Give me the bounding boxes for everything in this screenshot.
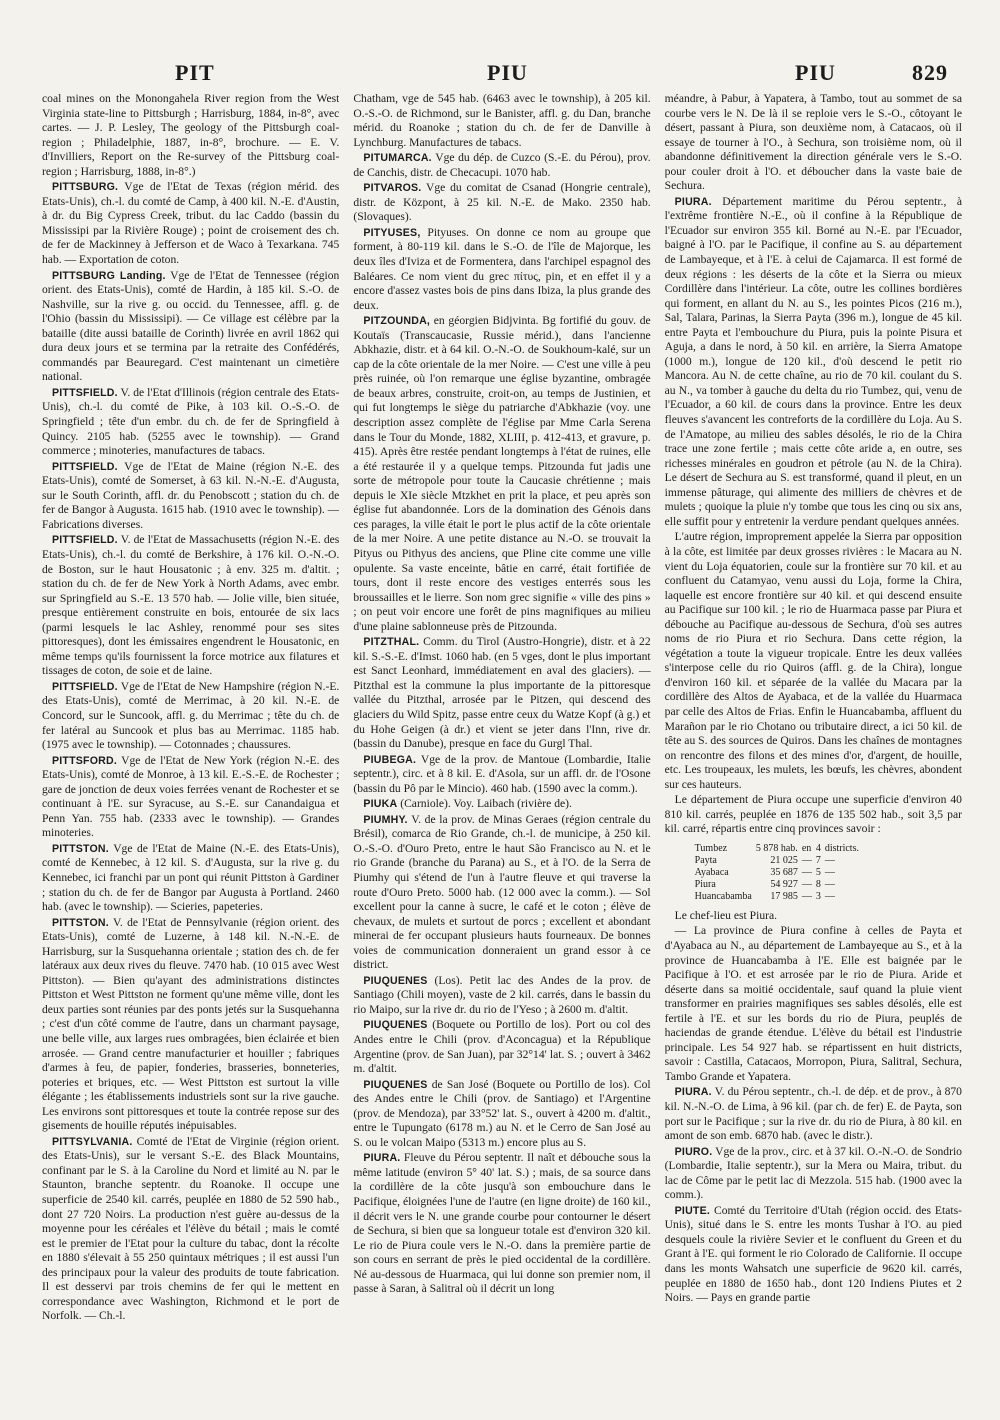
table-cell-name: Huancabamba [694, 890, 752, 902]
text-columns [42, 92, 962, 1412]
entry-text: Comm. du Tirol (Austro-Hongrie), distr. et à 22 kil. S.-S.-E. d'Imst. 1060 hab. (en 5 vges, dont le plus important est Sanct Leonhard, immédiatement en aval des glaciers). — Pitzthal est la commune la plus importante de la pittoresque vallée du Pitzthal, arrosée par le Pitzen, qui descend des glaciers du Wild Spitz, passe entre ceux du Watze Kopf (à g.) et du Hohe Geigen (à dr.) et vient se jeter dans l'Inn, rive dr. (bassin du Danube), presque en face du Gurgl Thal. [353, 635, 651, 751]
dictionary-entry [665, 92, 962, 194]
entry-headword: PITTSFORD. [52, 754, 117, 767]
entry-text: V. de la prov. de Minas Geraes (région centrale du Brésil), comarca de Rio Grande, ch.-l. de municipe, à 250 kil. O.-S.-O. d'Ouro Preto, entre le haut São Francisco au N. et le rio Grande (branche du Parana) au S., et à l'O. de la Serra de Piumhy qui s'étend de l'un à l'autre fleuve et qui traverse la route d'Ouro Preto. 5000 hab. (12 000 avec la comm.). — Sol excellent pour la canne à sucre, le café et le coton ; élève de chevaux, de mulets et surtout de porcs ; excellent et abondant minerai de fer occupant plusieurs hauts fourneaux. De bonnes voies de communication donneraient un grand essor à ce district. [353, 812, 651, 972]
table-cell-name: Tumbez [694, 842, 728, 854]
page-number: 829 [912, 60, 948, 85]
entry-headword: PIUMHY. [363, 813, 408, 826]
table-cell-hab: 21 025 [770, 854, 798, 866]
entry-headword: PITTSFIELD. [52, 680, 118, 693]
table-cell-unit: — [824, 878, 835, 890]
entry-text: Vge de la prov., circ. et à 37 kil. O.-N.-O. de Sondrio (Lombardie, Italie septentr.), sur la Mera ou Maira, tribut. du lac de Côme par le petit lac di Mezzola. 515 hab. (1900 avec la comm.). [664, 1144, 962, 1202]
entry-text: V. de l'Etat de Pennsylvanie (région orient. des Etats-Unis), comté de Luzerne, à 148 kil. N.-N.-E. de Harrisburg, sur la Susquehanna orientale ; station des ch. de fer latéraux aux deux rives du fleuve. 7470 hab. (10 015 avec West Pittston). — Bien qu'ayant des administrations distinctes Pittston et West Pittston ne forment qu'une même ville, dont les deux parties sont réunies par des ponts jetés sur la Susquehanna ; c'est d'un côté comme de l'autre, dans un charmant paysage, une belle ville, aux larges rues ombragées, bien éclairée et bien arrosée. — Grand centre manufacturier et houiller ; fabriques d'armes à feu, de papier, fonderies, brasseries, bonneteries, poteries et briques, etc. — West Pittston est surtout la ville élégante ; les établissements industriels sont sur la rive gauche. Les environs sont pittoresques et toute la contrée repose sur des gisements de houille réputés inépuisables. [42, 915, 340, 1133]
entry-text: Vge du comitat de Csanad (Hongrie centrale), distr. de Központ, à 25 kil. N.-E. de Mako. 2350 hab. (Slovaques). [353, 181, 651, 224]
entry-text: Vge de l'Etat de New Hampshire (région N.-E. des Etats-Unis), comté de Merrimac, à 20 kil. N.-E. de Concord, sur le Suncook, affl. g. du Merrimac ; tête du ch. de fer latéral au Suncook et plus bas au Merrimac. 1185 hab. (1975 avec le township). — Cotonnades ; chaussures. [42, 679, 340, 752]
entry-headword: PITTSBURG Landing. [52, 269, 166, 282]
dictionary-entry [353, 1151, 650, 1296]
table-cell-hab: 35 687 [770, 866, 798, 878]
running-head-right: PIU [795, 60, 836, 85]
province-table [695, 843, 863, 903]
entry-text: Vge de la prov. de Mantoue (Lombardie, Italie septentr.), circ. et à 8 kil. E. d'Asola, sur un affl. dr. de l'Osone (bassin du Pô par le Mincio). 460 hab. (1590 avec la comm.). [353, 752, 651, 795]
entry-headword: PIUQUENES [363, 1078, 428, 1091]
entry-text: Pityuses. On donne ce nom au groupe que forment, à 80-119 kil. dans le S.-O. de l'île de Majorque, les deux îles d'Iviza et de Formentera, dans l'archipel espagnol des Baléares. Ce nom vient du grec πίτυς, pin, et en effet il y a encore d'assez vastes bois de pins dans Ibiza, la plus grande des deux. [353, 225, 651, 312]
entry-text: V. de l'Etat de Massachusetts (région N.-E. des Etats-Unis), ch.-l. du comté de Berkshire, à 176 kil. O.-N.-O. de Boston, sur le haut Housatonic ; à env. 325 m. d'altit. ; station du ch. de fer de New York à North Adams, avec embr. sur Springfield au S.-E. 13 570 hab. — Jolie ville, bien située, presque entièrement construite en bois, entourée de six lacs (parmi lesquels le lac Ashley, renommé pour ses sites pittoresques), dont les émissaires engendrent le Housatonic, en même temps qu'ils fournissent la force motrice aux filatures et tissages de coton, de soie et de laine. [42, 533, 340, 678]
table-cell-en: — [801, 878, 812, 890]
entry-headword: PIUTE. [674, 1204, 710, 1217]
entry-text: Comté de l'Etat de Virginie (région orient. des Etats-Unis), sur le versant S.-E. des Black Mountains, confinant par le S. à la Caroline du Nord et limité au N. par le Staunton, branche septentr. du Roanoke. Il occupe une superficie de 2540 kil. carrés, peuplée en 1880 de 52 590 hab., dont 27 720 Noirs. La production n'est guère au-dessus de la moyenne pour les céréales et l'élève du bétail ; mais le comté est le premier de l'Etat pour la culture du tabac, dont la récolte en 1880 s'élevait à 55 250 quintaux métriques ; il est aussi l'un des principaux pour la valeur des produits de toute fabrication. Il est desservi par trois chemins de fer qui le mettent en correspondance avec Washington, Richmond et le port de Norfolk. — Ch.-l. [42, 1134, 340, 1323]
entry-text: Département maritime du Pérou septentr., à l'extrême frontière N.-E., où il confine à la République de l'Ecuador sur environ 355 kil. Borné au N.-E. par l'Ecuador, baigné à l'O. par le Pacifique, il confine au S. au département de Lambayeque, et à l'E. à celui de Cajamarca. Il est formé de deux régions : les déserts de la côte et la Sierra ou mieux Cordillère dans l'intérieur. La côte, outre les collines bordières qui forment, en allant du N. au S., les pointes Picos (216 m.), Sal, Talara, Parinas, la Sierra Payta (396 m.), longue de 45 kil. entre Payta et l'embouchure du Piura, puis la pointe Pisura et Aguja, a dans le nord, à 50 kil. en arrière, la Sierra Amatope (1000 m.), longue de 120 kil., d'où descend le petit rio Mancora. Au N. de cette chaîne, au rio de 70 kil. coulant du S. au N., va tomber à gauche du delta du rio Tumbez, qui, venu de l'Ecuador, a 60 kil. de cours dans la province. Entre les deux fleuves s'avancent les contreforts de la cordillère du Loja. Au S. de l'Amatope, au milieu des sables désolés, le rio de la Chira trace une zone fertile ; mais cette côte aride a, en outre, ses richesses minérales en goudron et pétrole (au N. de la Chira). Le désert de Sechura au S. est transformé, quand il pleut, en un immense pâturage, qui alimente des milliers de chèvres et de mulets ; quoique la pluie n'y tombe que tous les cinq ou six ans, elle suffit pour y entretenir la verdure pendant quelques années. [664, 194, 962, 528]
entry-headword: PIUQUENES [363, 974, 428, 987]
table-cell-name: Piura [694, 878, 716, 890]
table-cell-n: 3 [815, 890, 821, 902]
entry-text: — La province de Piura confine à celles de Payta et d'Ayabaca au N., au département de Lambayeque au S., et à la province de Huancabamba à l'E. Elle est baignée par le Pacifique à l'O. et est arrosée par le rio de Piura. Aride et déserte dans sa moitié occidentale, sauf quand la pluie vient transformer en prairies magnifiques ses sables désolés, elle est fertile à l'E. et sur les bords du rio de Piura, peuplés de haciendas de grande étendue. L'élève du bétail est l'industrie principale. Les 54 927 hab. se répartissent en huit districts, savoir : Castilla, Catacaos, Morropon, Piura, Salitral, Sechura, Tambo Grande et Yapatera. [664, 924, 962, 1083]
entry-text: Vge de l'Etat de New York (région N.-E. des Etats-Unis), comté de Monroe, à 13 kil. E.-S.-E. de Rochester ; gare de jonction de deux voies ferrées venant de Rochester et se continuant à l'E. sur Syracuse, au S.-E. sur Canandaigua et Penn Yan. 755 hab. (2333 avec le township). — Grandes minoteries. [42, 753, 340, 840]
dictionary-entry [42, 533, 339, 678]
entry-text: L'autre région, improprement appelée la Sierra par opposition à la côte, est limitée par deux grosses rivières : le Macara au N. vient du Loja équatorien, coule sur la frontière sur 70 kil. et au confluent du Catamyao, venu aussi du Loja, forme la Chira, laquelle est encore frontière sur 40 kil. et qui descend ensuite au Pacifique sur 100 kil. ; le rio de Huarmaca passe par Piura et débouche au Pacifique au-dessous de Sechura, d'où ses autres noms de rio Piura et rio Sechura. Dans cette région, la végétation a toute la vigueur tropicale. Entre les deux vallées s'interpose celle du rio Quiros (affl. g. de la Chira), longue d'environ 160 kil. et séparée de la vallée du Macara par la cordillère des Altos de Ayabaca, et de la vallée du Huarmaca par celle des Altos de Frias. Enfin le Huancabamba, affluent du Marañon par le rio Chotano ou tributaire direct, a ici 50 kil. de tête au S. des sources de Quiros. Dans les chaînes de montagnes on rencontre des filons et des mines d'or, d'argent, de houille, etc. Les troupeaux, les mulets, les bœufs, les chèvres, abondent sur ces hauteurs. [664, 530, 962, 791]
entry-text: Vge de l'Etat de Tennessee (région orient. des Etats-Unis), comté de Hardin, à 185 kil. S.-O. de Nashville, sur la rive g. ou occid. du Tennessee, affl. g. de l'Ohio (bassin du Mississipi). — Ce village est célèbre par la bataille (dite aussi bataille de Corinth) livrée en avril 1862 qui dura deux jours et se termina par la retraite des Confédérés, commandés par Beauregard. C'est maintenant un cimetière national. [42, 268, 340, 384]
dictionary-entry [42, 269, 339, 385]
dictionary-entry [42, 180, 339, 267]
dictionary-entry [665, 1145, 962, 1203]
entry-text: Vge de l'Etat de Maine (région N.-E. des Etats-Unis), comté de Somerset, à 63 kil. N.-N.-E. d'Augusta, sur le South Corinth, affl. dr. du Penobscott ; station du ch. de fer de Bangor à Augusta. 1615 hab. (1910 avec le township). — Fabrications diverses. [42, 459, 340, 531]
entry-headword: PITYUSES, [363, 226, 421, 239]
table-cell-n: 7 [815, 854, 821, 866]
dictionary-entry [42, 460, 339, 533]
column-middle [353, 92, 650, 1412]
entry-text: Vge du dép. de Cuzco (S.-E. du Pérou), prov. de Canchis, distr. de Checacupi. 1070 hab. [353, 151, 651, 179]
entry-headword: PIUKA [363, 798, 398, 811]
dictionary-entry [42, 386, 339, 459]
entry-text: de San José (Boquete ou Portillo de los). Col des Andes entre le Chili (prov. de Santiago) et l'Argentine (prov. de Mendoza), par 33°52' lat. S., ouvert à 4200 m. d'altit., entre le Tupungato (6178 m.) au N. et le Cerro de San José au S. ou le volcan Maipo (5313 m.) encore plus au S. [353, 1077, 651, 1149]
dictionary-entry [42, 842, 339, 915]
running-head-middle: PIU [487, 60, 528, 85]
table-cell-n: 5 [815, 866, 821, 878]
table-cell-unit: — [824, 890, 835, 902]
entry-headword: PITTSFIELD. [52, 534, 118, 547]
table-row [695, 891, 863, 903]
table-cell-en: — [801, 866, 812, 878]
entry-headword: PIURA. [674, 1086, 712, 1099]
entry-text: V. du Pérou septentr., ch.-l. de dép. et de prov., à 870 kil. N.-N.-O. de Lima, à 96 kil. (par ch. de fer) E. de Payta, son port sur le Pacifique ; sur la rive dr. du rio de Piura, à 80 kil. en amont de son emb. 6870 hab. (avec le distr.). [664, 1085, 962, 1143]
table-cell-hab: 17 985 [770, 890, 798, 902]
entry-text: Vge de l'Etat de Texas (région mérid. des Etats-Unis), ch.-l. du comté de Camp, à 400 kil. N.-E. d'Austin, à dr. du Big Cypress Creek, tribut. du lac Caddo (bassin du Mississipi par la Rivière Rouge) ; point de croisement des ch. de fer de Mackinney à Jefferson et de Waco à Texarkana. 745 hab. — Exportation de coton. [42, 180, 340, 267]
entry-headword: PITTSYLVANIA. [52, 1135, 133, 1148]
dictionary-entry [353, 813, 650, 973]
dictionary-entry [665, 195, 962, 530]
entry-headword: PITZTHAL. [363, 636, 420, 649]
table-cell-name: Payta [694, 854, 717, 866]
entry-headword: PITVAROS. [363, 182, 422, 195]
table-row [695, 879, 863, 891]
entry-headword: PIURA. [674, 195, 712, 208]
entry-headword: PIUBEGA. [363, 753, 417, 766]
entry-text: (Boquete ou Portillo de los). Port ou col des Andes entre le Chili (prov. d'Aconcagua) et la République Argentine (prov. de San Juan), par 32°14' lat. S. ; ouvert à 3462 m. d'altit. [353, 1018, 651, 1076]
entry-headword: PITTSFIELD. [52, 386, 118, 399]
table-cell-n: 4 [815, 842, 821, 854]
entry-text: Chatham, vge de 545 hab. (6463 avec le township), à 205 kil. O.-S.-O. de Richmond, sur le Banister, affl. g. du Dan, branche mérid. du Roanoke ; station du ch. de fer de Danville à Lynchburg. Manufactures de tabacs. [353, 92, 651, 149]
dictionary-entry [42, 916, 339, 1134]
dictionary-entry [665, 1204, 962, 1306]
entry-text: (Carniole). Voy. Laibach (rivière de). [400, 797, 572, 811]
table-cell-en: — [801, 890, 812, 902]
entry-text: en géorgien Bidjvinta. Bg fortifié du gouv. de Koutaïs (Transcaucasie, Russie mérid.), dans l'ancienne Abkhazie, distr. et à 64 kil. O.-N.-O. de Soukhoum-kalé, sur un cap de la côte orientale de la mer Noire. — C'est une ville à peu près ruinée, où l'on remarque une église byzantine, ombragée de beaux arbres, construite, croit-on, au temps de Justinien, et qui fut longtemps le siège du patriarche d'Abkhazie (voy. une description assez complète de l'église par Mme Carla Serena dans le Tour du Monde, 1882, XLIII, p. 412-413, et gravure, p. 415). Après être restée pendant longtemps à l'état de ruines, elle a été restaurée il y a quelque temps. Pitzounda fut jadis une sorte de métropole pour toute la Caucasie chrétienne ; mais depuis le XIe siècle Mtzkhet en prit la place, et peu après son église fut abandonnée. Lors de la domination des Génois dans ces parages, la ville était le port le plus actif de la côte orientale de la mer Noire. A une petite distance au N.-O. se trouvait la Pityus ou Pithyus des anciens, que Pline cite comme une ville opulente. Sa vaste enceinte, bâtie en carré, était fortifiée de tours, dont il reste encore des vestiges enterrés sous les broussailles et le lierre. Son nom grec signifie « ville des pins » ; on peut voir encore une forêt de pins magnifiques au milieu d'une plaine sablonneuse près de Pitzounda. [353, 314, 651, 633]
table-cell-unit: districts. [824, 842, 859, 854]
dictionary-entry [353, 92, 650, 150]
entry-headword: PITTSTON. [52, 842, 109, 855]
dictionary-entry [353, 635, 650, 751]
entry-headword: PIURO. [674, 1145, 713, 1158]
table-cell-en: en [801, 842, 812, 854]
entry-headword: PITZOUNDA, [363, 315, 431, 328]
dictionary-entry [42, 680, 339, 753]
dictionary-entry [353, 1078, 650, 1151]
entry-text: Comté du Territoire d'Utah (région occid. des Etats-Unis), situé dans le S. entre les monts Tushar à l'O. au pied desquels coule la rivière Sevier et le confluent du Green et du Grant à l'E. qui forment le rio Colorado de Californie. Il occupe dans les monts Wahsatch une superficie de 9620 kil. carrés, peuplée en 1880 de 1650 hab., dont 120 Indiens Piutes et 2 Noirs. — Pays en grande partie [664, 1203, 962, 1305]
running-head-left: PIT [175, 60, 215, 85]
entry-headword: PITUMARCA. [363, 152, 432, 165]
dictionary-entry [353, 1018, 650, 1076]
entry-text: Vge de l'Etat de Maine (N.-E. des Etats-Unis), comté de Kennebec, à 12 kil. S. d'Augusta, sur la rive g. du Kennebec, ici franchi par un pont qui réunit Pittston à Gardiner ; station du ch. de fer de Bangor par Augusta à Portland. 2460 hab. (avec le township). — Scieries, papeteries. [42, 841, 340, 914]
dictionary-entry [665, 1085, 962, 1143]
entry-text: Fleuve du Pérou septentr. Il naît et débouche sous la même latitude (environ 5° 40' lat. S.) ; mais, de sa source dans la cordillère de la côte jusqu'à son embouchure dans le Pacifique, éloignées l'une de l'autre (en ligne droite) de 160 kil., il décrit vers le N. une grande courbe pour contourner le désert de Sechura, si bien que sa longueur totale est d'environ 320 kil. Le rio de Piura coule vers le N.-O. dans la première partie de son cours en serrant de près le pied occidental de la cordillère. Né au-dessous de Huarmaca, qui lui donne son premier nom, il passe à Saran, à Salitral où il décrit un long [353, 1151, 651, 1296]
table-cell-name: Ayabaca [694, 866, 729, 878]
dictionary-entry [353, 797, 650, 812]
table-row [695, 843, 863, 855]
dictionary-entry [42, 92, 339, 179]
dictionary-entry [42, 1135, 339, 1324]
entry-text: méandre, à Pabur, à Yapatera, à Tambo, tout au sommet de sa courbe vers le N. De là il se reploie vers le S.-O., côtoyant le désert, passant à Piura, son deuxième nom, à Catacaos, où il essaye de tourner à l'O., à Sechura, son troisième nom, où il abandonne définitivement la direction générale vers le S.-O. pour couler droit à l'O. et déboucher dans la vaste baie de Sechura. [664, 92, 962, 193]
table-row [695, 855, 863, 867]
table-row [695, 867, 863, 879]
dictionary-entry [353, 314, 650, 634]
table-cell-unit: — [824, 854, 835, 866]
stats-intro: Le département de Piura occupe une superficie d'environ 40 810 kil. carrés, peuplée en 1876 de 135 502 hab., soit 3,5 par kil. carré, répartis entre cinq provinces savoir : [664, 793, 962, 836]
dictionary-entry [353, 753, 650, 797]
stats-note: Le chef-lieu est Piura. [674, 908, 778, 922]
dictionary-entry [353, 226, 650, 313]
table-cell-unit: — [824, 866, 835, 878]
dictionary-entry [42, 754, 339, 841]
dictionary-entry [353, 151, 650, 180]
entry-headword: PITTSBURG. [52, 181, 119, 194]
entry-headword: PITTSFIELD. [52, 460, 118, 473]
entry-text: V. de l'Etat d'Illinois (région centrale des Etats-Unis), ch.-l. du comté de Pike, à 103 kil. O.-S.-O. de Springfield ; tête d'un embr. du ch. de fer de Springfield à Quincy. 2105 hab. (5255 avec le township). — Grand commerce ; minoteries, manufactures de tabacs. [42, 385, 340, 458]
dictionary-entry [665, 924, 962, 1084]
dictionary-entry [665, 530, 962, 792]
entry-headword: PIUQUENES [363, 1019, 428, 1032]
dictionary-entry [353, 974, 650, 1018]
column-right [665, 92, 962, 1412]
entry-text: coal mines on the Monongahela River region from the West Virginia state-line to Pittsburgh ; Harrisburg, 1884, in-8°, avec cartes. — J. P. Lesley, The geology of the Pittsburgh coal-region ; Philadelphie, 1887, in-8°, brochure. — E. V. d'Invilliers, Report on the Re-survey of the Pittsburg coal-region ; Harrisburg, 1888, in-8°.) [42, 92, 340, 178]
table-cell-n: 8 [815, 878, 821, 890]
table-cell-hab: 5 878 hab. [755, 842, 798, 854]
column-left [42, 92, 339, 1412]
table-cell-hab: 54 927 [770, 878, 798, 890]
entry-headword: PIURA. [363, 1152, 401, 1165]
dictionary-entry [353, 181, 650, 225]
entry-headword: PITTSTON. [52, 916, 109, 929]
table-cell-en: — [801, 854, 812, 866]
entry-text: (Los). Petit lac des Andes de la prov. de Santiago (Chili moyen), vaste de 2 kil. carrés, dans le bassin du rio Maipo, sur la rive dr. du rio de l'Yeso ; à 2600 m. d'altit. [353, 973, 651, 1016]
